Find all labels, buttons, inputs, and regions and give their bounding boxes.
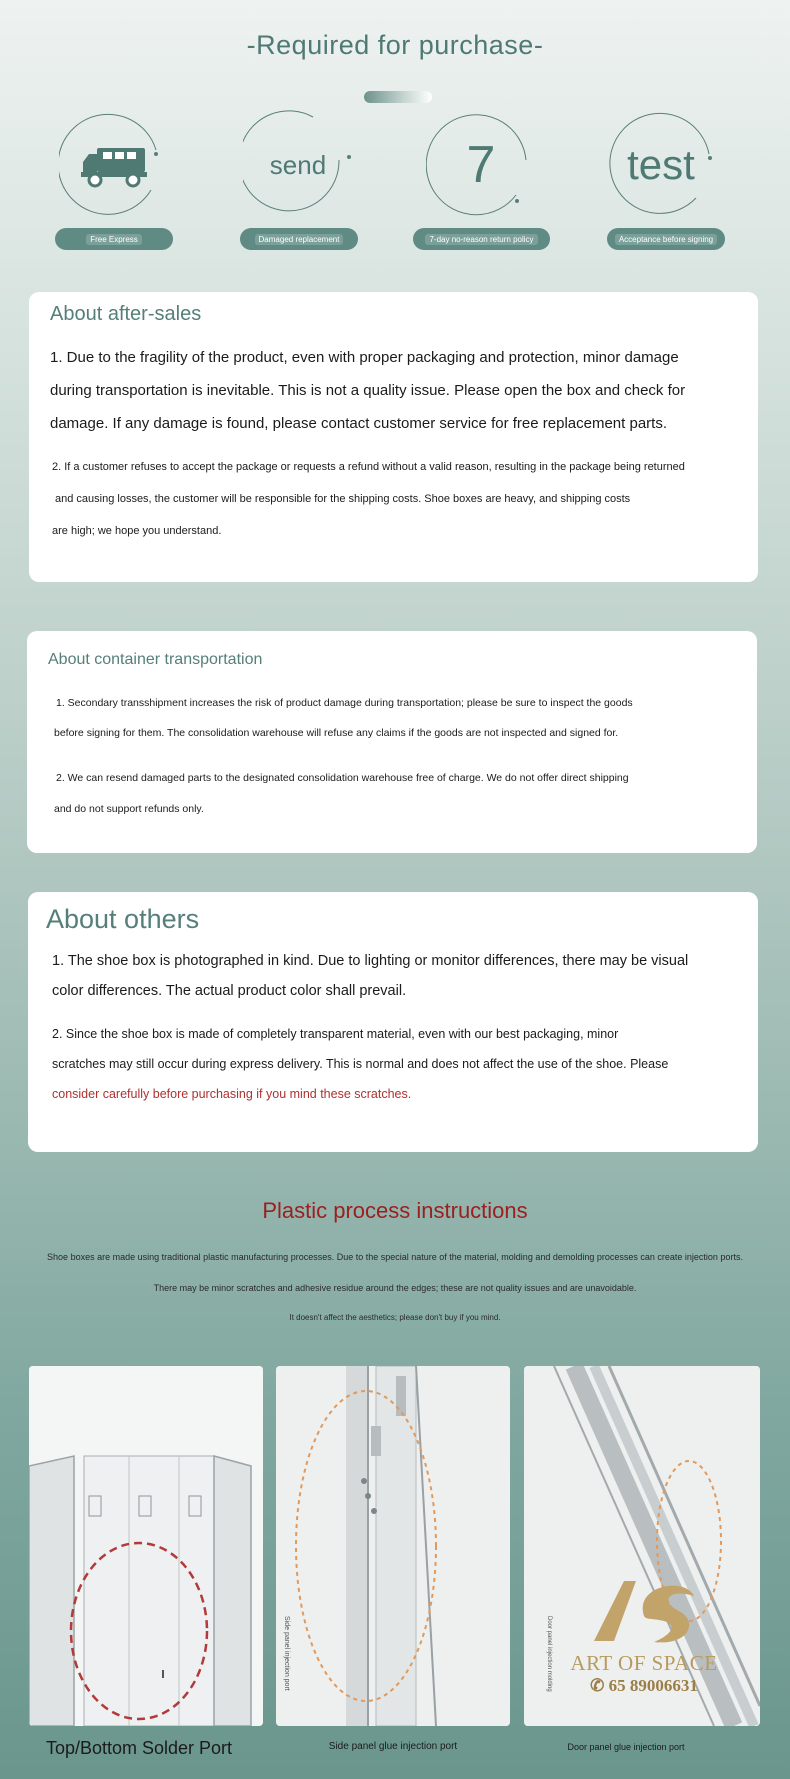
- caption-door-panel: Door panel glue injection port: [567, 1742, 685, 1752]
- step-send: [243, 110, 353, 220]
- step-free-express: [59, 110, 169, 220]
- after-sales-p2-line: are high; we hope you understand.: [52, 525, 222, 537]
- whatsapp-icon: ✆: [590, 1676, 609, 1695]
- step-word: send: [269, 149, 327, 180]
- page-title: -Required for purchase-: [246, 30, 544, 60]
- plastic-process-title: Plastic process instructions: [262, 1198, 528, 1223]
- photo-top-bottom-port: [29, 1366, 263, 1726]
- after-sales-p1-line: during transportation is inevitable. This is not a quality issue. Please open the box and check for: [50, 382, 686, 399]
- after-sales-title: About after-sales: [50, 303, 202, 325]
- truck-icon: [59, 110, 169, 220]
- container-card: [27, 631, 757, 853]
- plastic-note: Shoe boxes are made using traditional plastic manufacturing processes. Due to the special nature of the material, molding and demolding processes can create injection ports.: [47, 1252, 743, 1262]
- others-p2-warning: consider carefully before purchasing if you mind these scratches.: [52, 1087, 412, 1101]
- tag-damaged-replacement: Damaged replacement: [240, 228, 358, 250]
- tag-acceptance: Acceptance before signing: [607, 228, 725, 250]
- watermark-brand: ART OF SPACE: [570, 1651, 718, 1675]
- container-p2-line: and do not support refunds only.: [54, 803, 204, 815]
- tag-free-express: Free Express: [55, 228, 173, 250]
- side-panel-vertical-label: Side panel injection port: [283, 1616, 290, 1691]
- container-p1-line: 1. Secondary transshipment increases the risk of product damage during transportation; please be sure to inspect the goods: [56, 697, 633, 709]
- after-sales-p1-line: 1. Due to the fragility of the product, even with proper packaging and protection, minor damage: [50, 349, 679, 366]
- others-card: [28, 892, 758, 1152]
- plastic-note: There may be minor scratches and adhesive residue around the edges; these are not quality issues and are unavoidable.: [153, 1283, 637, 1293]
- container-p1-line: before signing for them. The consolidation warehouse will refuse any claims if the goods are not inspected and signed for.: [54, 727, 619, 739]
- step-word: test: [627, 141, 695, 188]
- after-sales-p1-line: damage. If any damage is found, please contact customer service for free replacement parts.: [50, 415, 667, 432]
- door-panel-vertical-label: Door panel injection molding: [546, 1616, 552, 1692]
- container-title: About container transportation: [48, 651, 263, 668]
- photo-door-panel-port: [524, 1366, 760, 1726]
- plastic-note: It doesn't affect the aesthetics; please don't buy if you mind.: [289, 1313, 501, 1322]
- watermark-phone: ✆ 65 89006631: [590, 1676, 698, 1695]
- others-p2-line: scratches may still occur during express delivery. This is normal and does not affect the use of the shoe. Please: [52, 1057, 669, 1071]
- container-p2-line: 2. We can resend damaged parts to the designated consolidation warehouse free of charge. We do not offer direct shipping: [56, 772, 629, 784]
- after-sales-p2-line: 2. If a customer refuses to accept the package or requests a refund without a valid reason, resulting in the package being returned: [52, 461, 685, 473]
- step-seven: [426, 110, 536, 220]
- photo-side-panel-port: [276, 1366, 510, 1726]
- after-sales-card: [29, 292, 758, 582]
- art-of-space-watermark: [564, 1576, 724, 1696]
- others-p1-line: color differences. The actual product color shall prevail.: [52, 983, 407, 999]
- caption-top-bottom-port: Top/Bottom Solder Port: [45, 1738, 233, 1758]
- art-of-space-logo-icon: [574, 1576, 714, 1646]
- others-p1-line: 1. The shoe box is photographed in kind. Due to lighting or monitor differences, there may be visual: [52, 953, 689, 969]
- decorative-pill: [364, 91, 432, 103]
- tag-return-policy: 7-day no-reason return policy: [413, 228, 550, 250]
- step-test: [606, 110, 716, 220]
- caption-side-panel: Side panel glue injection port: [328, 1741, 458, 1752]
- others-p2-line: 2. Since the shoe box is made of completely transparent material, even with our best packaging, minor: [52, 1027, 619, 1041]
- step-word: 7: [466, 136, 496, 194]
- others-title: About others: [46, 904, 200, 934]
- after-sales-p2-line: and causing losses, the customer will be responsible for the shipping costs. Shoe boxes are heavy, and shipping costs: [55, 493, 631, 505]
